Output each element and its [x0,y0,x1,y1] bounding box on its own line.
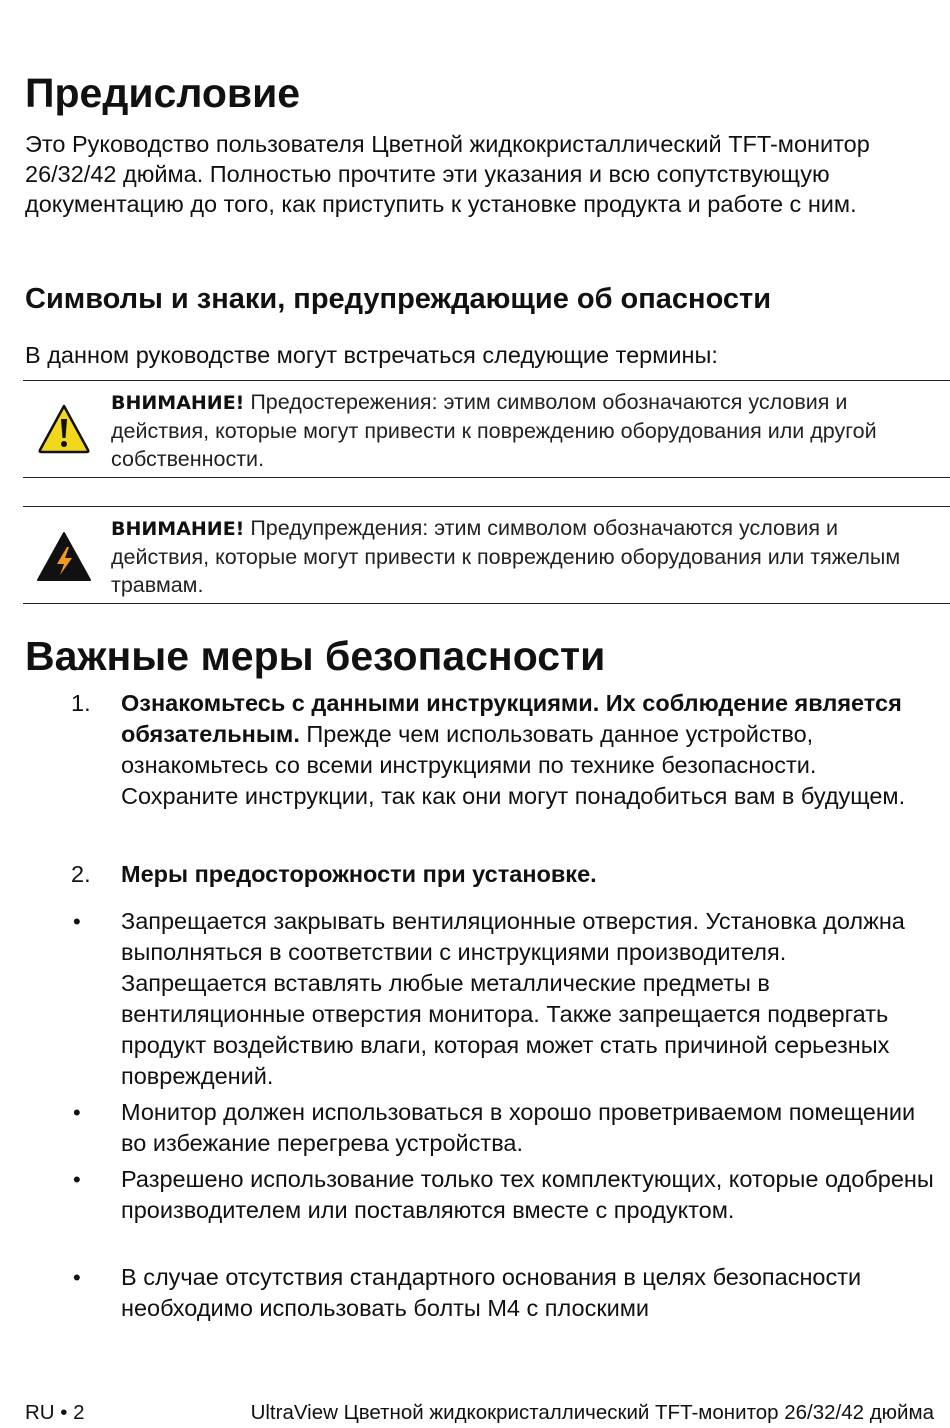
bullet-marker: • [73,1167,81,1192]
bullet-marker: • [73,909,81,934]
item-bold-lead: Меры предосторожности при установке. [121,861,597,887]
item-body [121,688,935,812]
caution-label: ВНИМАНИЕ! [111,392,245,414]
safety-heading: Важные меры безопасности [25,633,606,679]
warning-label: ВНИМАНИЕ! [111,518,245,540]
caution-exclamation-triangle-icon [37,403,91,455]
bullet-item [25,1097,935,1159]
item-number: 1. [71,690,91,716]
bullet-text: Запрещается закрывать вентиляционные отверстия. Установка должна выполняться в соответствии с инструкциями производителя. Запрещается вставлять любые металлические предметы в вентиляционные отверстия монитора. Также запрещается подвергать продукт воздействию влаги, которая может стать причиной серьезных повреждений. [121,908,905,1089]
preface-heading: Предисловие [25,70,301,116]
caution-notice-text [111,388,941,473]
caution-notice [23,380,950,478]
item-number: 2. [71,861,91,887]
warning-notice [23,506,950,604]
bullet-item [25,1164,935,1226]
bullet-marker: • [73,1265,81,1290]
warning-description: Предупреждения: этим символом обозначаются условия и действия, которые могут привести к повреждению оборудования или тяжелым травмам. [111,516,901,597]
page-number: RU • 2 [25,1401,85,1424]
bullet-text: Разрешено использование только тех комплектующих, которые одобрены производителем или поставляются вместе с продуктом. [121,1166,934,1223]
item-text: Прежде чем использовать данное устройство, ознакомьтесь со всеми инструкциями по технике безопасности. Сохраните инструкции, так как они могут понадобиться вам в будущем. [121,721,906,809]
numbered-item [25,688,935,812]
caution-description: Предостережения: этим символом обозначаются условия и действия, которые могут привести к повреждению оборудования или другой собственности. [111,390,877,471]
numbered-item [25,859,935,890]
bullet-text: Монитор должен использоваться в хорошо проветриваемом помещении во избежание перегрева устройства. [121,1099,916,1156]
bullet-item [25,1262,935,1324]
bullet-text: В случае отсутствия стандартного основания в целях безопасности необходимо использовать болты М4 с плоскими [121,1264,862,1321]
warning-notice-text [111,514,941,599]
footer-product-title: UltraView Цветной жидкокристаллический TFT-монитор 26/32/42 дюйма [250,1401,934,1424]
preface-paragraph: Это Руководство пользователя Цветной жидкокристаллический TFT-монитор 26/32/42 дюйма. Полностью прочтите эти указания и всю сопутствующую документацию до того, как приступить к установке продукта и работе с ним. [25,131,870,217]
item-body [121,859,935,890]
symbols-intro: В данном руководстве могут встречаться следующие термины: [25,342,718,368]
bullet-marker: • [73,1100,81,1125]
electric-hazard-triangle-icon [37,531,91,583]
item-bold-lead: Ознакомьтесь с данными инструкциями. Их соблюдение является обязательным. [121,690,902,747]
symbols-heading: Символы и знаки, предупреждающие об опасности [25,283,772,315]
bullet-item [25,906,935,1092]
